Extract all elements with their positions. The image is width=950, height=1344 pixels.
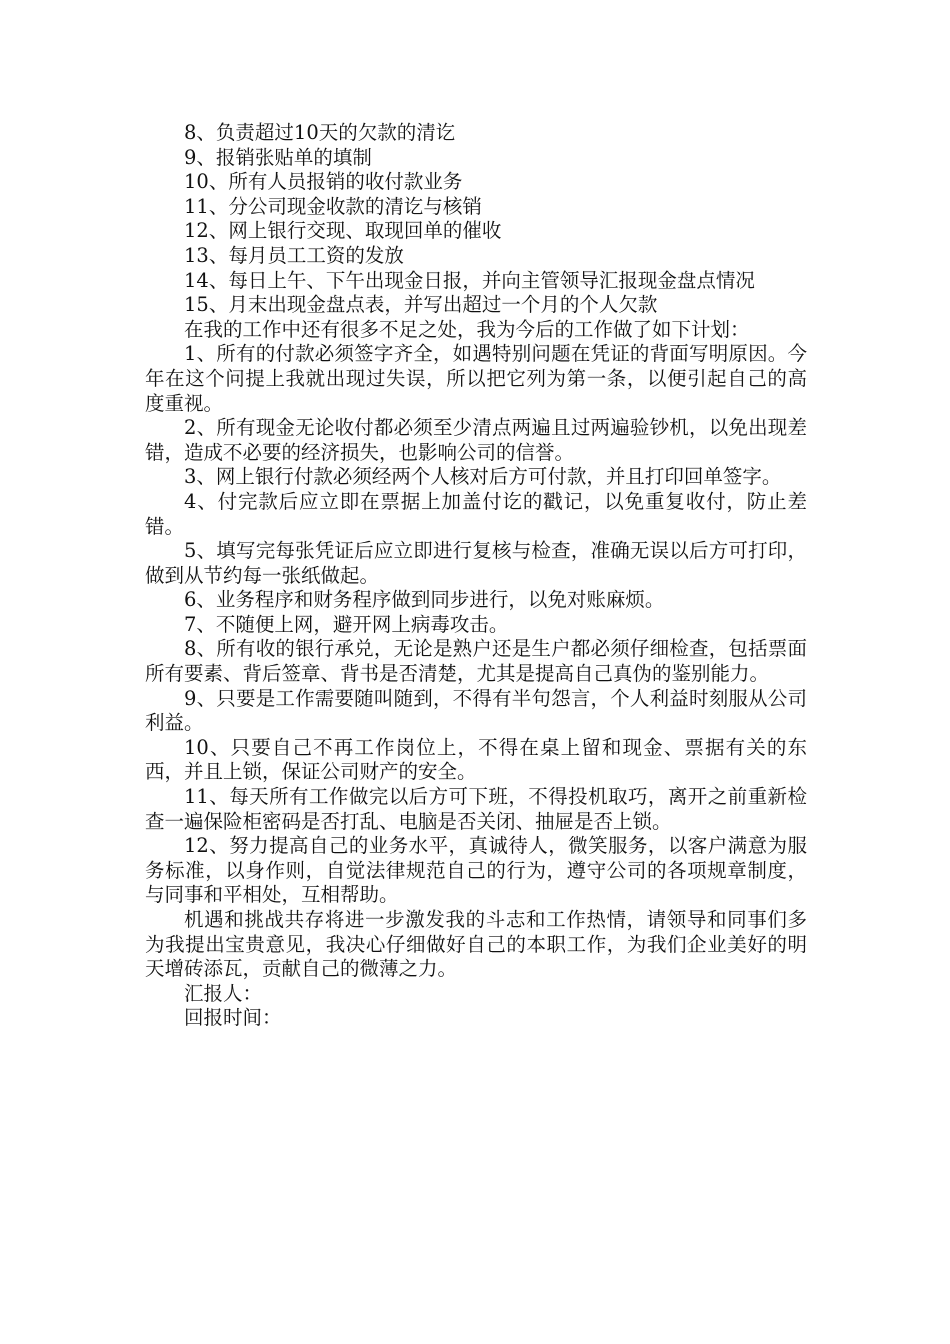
- paragraph: 13、每月员工工资的发放: [184, 243, 404, 267]
- paragraph: 10、只要自己不再工作岗位上，不得在桌上留和现金、票据有关的东西，并且上锁，保证公司财产的安全。: [145, 735, 807, 784]
- paragraph: 机遇和挑战共存将进一步激发我的斗志和工作热情，请领导和同事们多为我提出宝贵意见，我决心仔细做好自己的本职工作，为我们企业美好的明天增砖添瓦，贡献自己的微薄之力。: [145, 908, 807, 981]
- paragraph: 8、所有收的银行承兑，无论是熟户还是生户都必须仔细检查，包括票面所有要素、背后签章、背书是否清楚，尤其是提高自己真伪的鉴别能力。: [145, 637, 807, 686]
- paragraph: 12、网上银行交现、取现回单的催收: [184, 219, 502, 243]
- paragraph: 9、报销张贴单的填制: [184, 145, 372, 169]
- paragraph: 10、所有人员报销的收付款业务: [184, 170, 463, 194]
- paragraph: 12、努力提高自己的业务水平，真诚待人，微笑服务，以客户满意为服务标准，以身作则，自觉法律规范自己的行为，遵守公司的各项规章制度，与同事和平相处，互相帮助。: [145, 834, 807, 907]
- paragraph: 在我的工作中还有很多不足之处，我为今后的工作做了如下计划：: [184, 317, 750, 341]
- paragraph: 11、分公司现金收款的清讫与核销: [184, 194, 482, 218]
- paragraph: 1、所有的付款必须签字齐全，如遇特别问题在凭证的背面写明原因。今年在这个问提上我就出现过失误，所以把它列为第一条，以便引起自己的高度重视。: [145, 342, 807, 415]
- paragraph: 3、网上银行付款必须经两个人核对后方可付款，并且打印回单签字。: [184, 465, 782, 489]
- paragraph: 14、每日上午、下午出现金日报，并向主管领导汇报现金盘点情况: [184, 268, 755, 292]
- paragraph: 7、不随便上网，避开网上病毒攻击。: [184, 612, 509, 636]
- paragraph: 8、负责超过10天的欠款的清讫: [184, 121, 456, 144]
- paragraph: 4、付完款后应立即在票据上加盖付讫的戳记，以免重复收付，防止差错。: [145, 489, 807, 538]
- reporter-label: 汇报人：: [184, 981, 263, 1005]
- paragraph: 5、填写完每张凭证后应立即进行复核与检查，准确无误以后方可打印，做到从节约每一张纸做起。: [145, 539, 807, 587]
- document-body: [145, 121, 807, 1031]
- paragraph: 11、每天所有工作做完以后方可下班，不得投机取巧，离开之前重新检查一遍保险柜密码是否打乱、电脑是否关闭、抽屉是否上锁。: [145, 785, 807, 833]
- paragraph: 9、只要是工作需要随叫随到，不得有半句怨言，个人利益时刻服从公司利益。: [145, 686, 807, 735]
- report-time-label: 回报时间：: [184, 1006, 282, 1030]
- paragraph: 2、所有现金无论收付都必须至少清点两遍且过两遍验钞机，以免出现差错，造成不必要的经济损失，也影响公司的信誉。: [145, 416, 807, 464]
- paragraph: 6、业务程序和财务程序做到同步进行，以免对账麻烦。: [184, 588, 665, 612]
- paragraph: 15、月末出现金盘点表，并写出超过一个月的个人欠款: [184, 293, 658, 317]
